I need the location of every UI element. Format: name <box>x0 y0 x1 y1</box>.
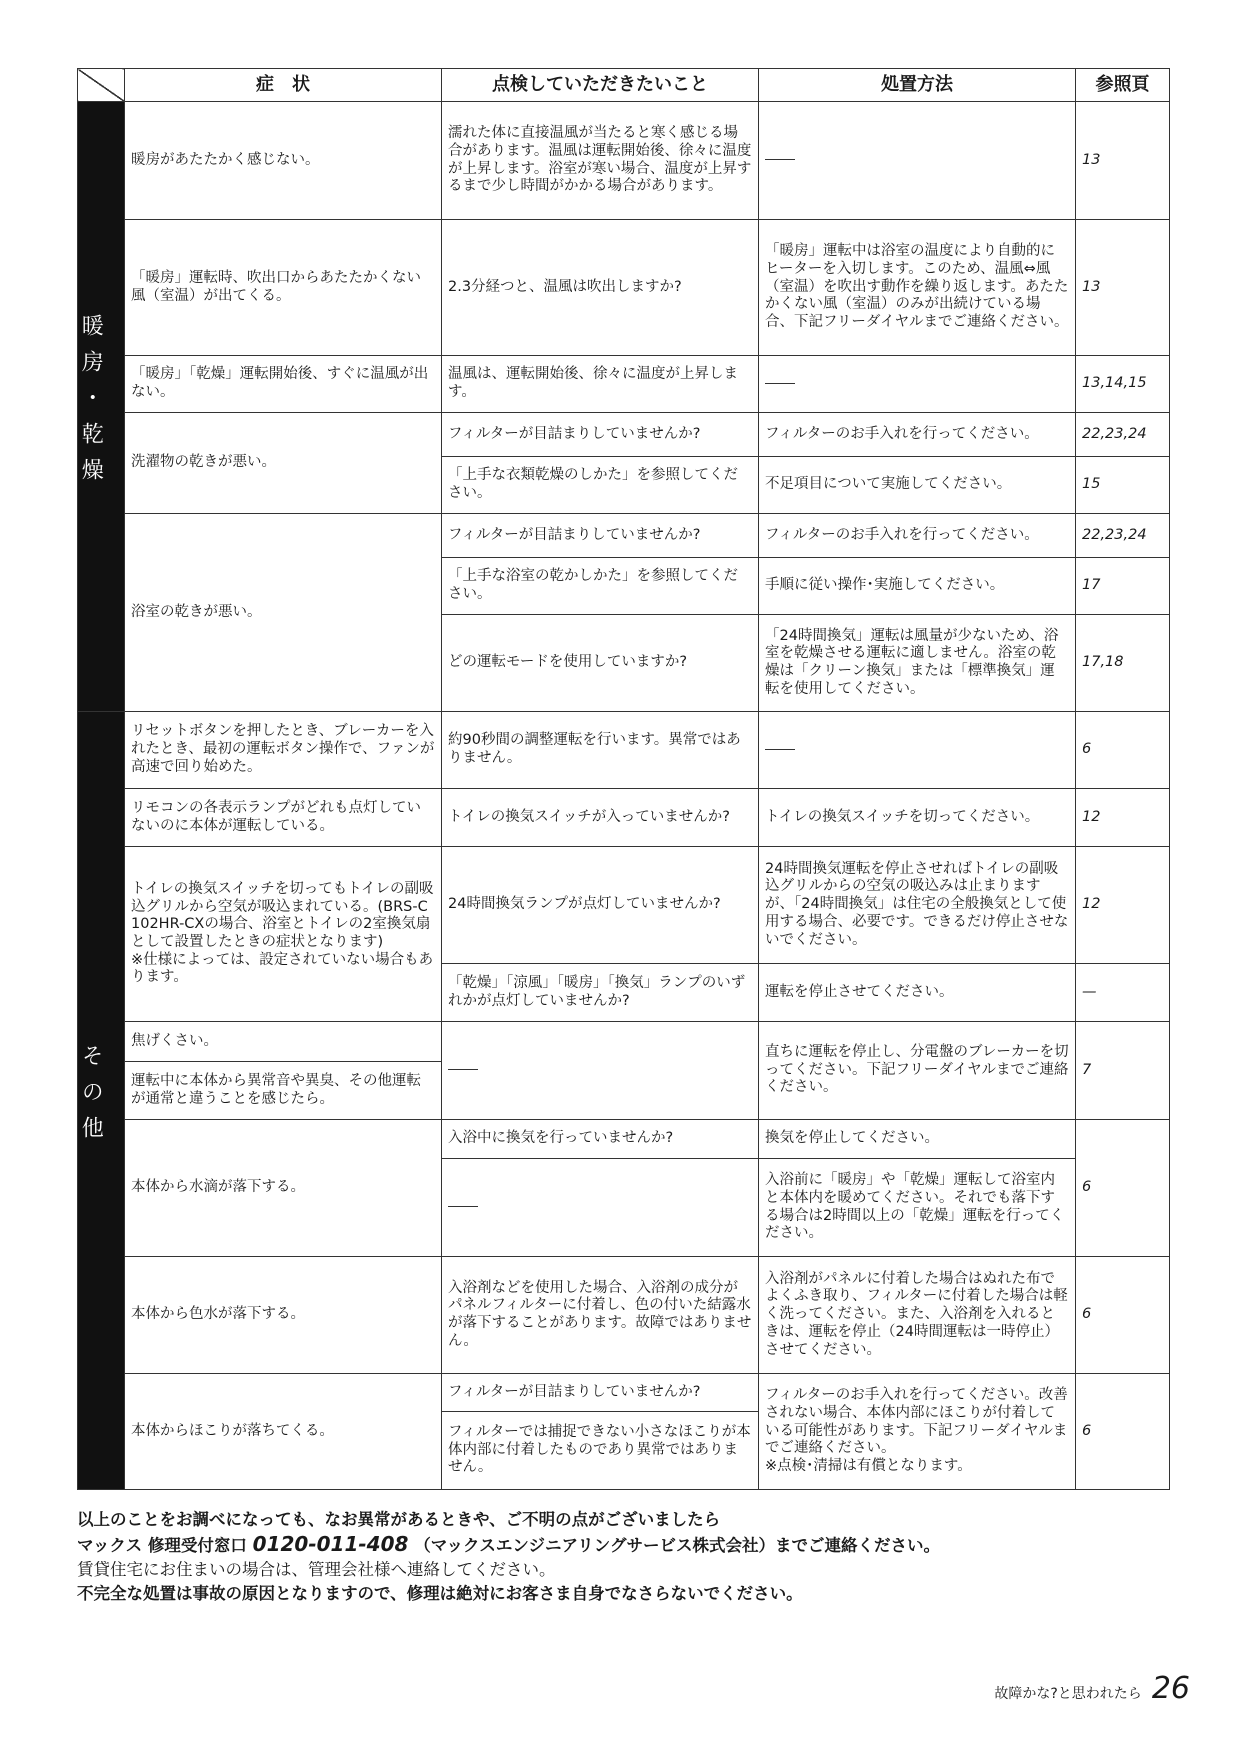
symptom-cell: 洗濯物の乾きが悪い。 <box>125 413 442 514</box>
table-row <box>78 220 1170 356</box>
check-cell: フィルターが目詰まりしていませんか? <box>442 1374 759 1412</box>
repair-company-text: （マックスエンジニアリングサービス株式会社）までご連絡ください。 <box>414 1536 940 1555</box>
repair-desk-label: マックス 修理受付窓口 <box>77 1536 247 1555</box>
header-corner <box>78 69 125 102</box>
page-footer <box>994 1671 1190 1706</box>
remedy-cell: 不足項目について実施してください。 <box>759 457 1076 514</box>
ref-cell: 13 <box>1076 102 1170 220</box>
check-cell: 約90秒間の調整運転を行います。異常ではありません。 <box>442 712 759 789</box>
remedy-cell: 入浴前に「暖房」や「乾燥」運転して浴室内と本体内を暖めてください。それでも落下する場合は2時間以上の「乾燥」運転を行ってください。 <box>759 1159 1076 1257</box>
header-remedy: 処置方法 <box>759 69 1076 102</box>
ref-cell: 7 <box>1076 1022 1170 1120</box>
remedy-cell: 運転を停止させてください。 <box>759 964 1076 1022</box>
remedy-cell-empty <box>759 356 1076 413</box>
symptom-cell: 運転中に本体から異常音や異臭、その他運転が通常と違うことを感じたら。 <box>125 1062 442 1120</box>
symptom-cell: 焦げくさい。 <box>125 1022 442 1062</box>
remedy-cell-empty <box>759 712 1076 789</box>
remedy-cell: 24時間換気運転を停止させればトイレの副吸込グリルからの空気の吸込みは止まりますが、「24時間換気」は住宅の全般換気として使用する場合、必要です。できるだけ停止させないでください。 <box>759 847 1076 964</box>
footer-line-1: 以上のことをお調べになっても、なお異常があるときや、ご不明の点がございましたら <box>77 1510 721 1529</box>
remedy-cell-empty <box>759 102 1076 220</box>
check-cell: 24時間換気ランプが点灯していませんか? <box>442 847 759 964</box>
check-cell-empty <box>442 1159 759 1257</box>
remedy-cell: 換気を停止してください。 <box>759 1120 1076 1159</box>
symptom-cell: 「暖房」運転時、吹出口からあたたかくない風（室温）が出てくる。 <box>125 220 442 356</box>
ref-cell: 15 <box>1076 457 1170 514</box>
ref-cell: 22,23,24 <box>1076 413 1170 457</box>
check-cell: トイレの換気スイッチが入っていませんか? <box>442 789 759 847</box>
symptom-text: トイレの換気スイッチを切ってもトイレの副吸込グリルから空気が吸込まれている。(BRS-C102HR-CXの場合、浴室とトイレの2室換気扇として設置したときの症状となります) <box>131 880 434 950</box>
check-cell: 濡れた体に直接温風が当たると寒く感じる場合があります。温風は運転開始後、徐々に温度が上昇します。浴室が寒い場合、温度が上昇するまで少し時間がかかる場合があります。 <box>442 102 759 220</box>
ref-cell: 6 <box>1076 1374 1170 1490</box>
symptom-cell: 暖房があたたかく感じない。 <box>125 102 442 220</box>
table-row <box>78 413 1170 457</box>
troubleshooting-table <box>77 68 1170 1490</box>
remedy-cell: 入浴剤がパネルに付着した場合はぬれた布でよくふき取り、フィルターに付着した場合は軽く洗ってください。また、入浴剤を入れるときは、運転を停止（24時間運転は一時停止）させてください。 <box>759 1257 1076 1374</box>
symptom-note: ※仕様によっては、設定されていない場合もあります。 <box>131 951 434 986</box>
check-cell: 「上手な衣類乾燥のしかた」を参照してください。 <box>442 457 759 514</box>
check-cell: フィルターが目詰まりしていませんか? <box>442 514 759 558</box>
table-row <box>78 712 1170 789</box>
check-cell: どの運転モードを使用していますか? <box>442 615 759 712</box>
header-check: 点検していただきたいこと <box>442 69 759 102</box>
remedy-cell: 直ちに運転を停止し、分電盤のブレーカーを切ってください。下記フリーダイヤルまでご連絡ください。 <box>759 1022 1076 1120</box>
remedy-cell: トイレの換気スイッチを切ってください。 <box>759 789 1076 847</box>
section-label: 故障かな?と思われたら <box>994 1686 1142 1702</box>
header-row <box>78 69 1170 102</box>
check-cell: 入浴剤などを使用した場合、入浴剤の成分がパネルフィルターに付着し、色の付いた結露水が落下することがあります。故障ではありません。 <box>442 1257 759 1374</box>
remedy-cell: フィルターのお手入れを行ってください。 <box>759 514 1076 558</box>
header-ref: 参照頁 <box>1076 69 1170 102</box>
ref-cell: 12 <box>1076 847 1170 964</box>
ref-cell: 6 <box>1076 1120 1170 1257</box>
symptom-cell: 本体からほこりが落ちてくる。 <box>125 1374 442 1490</box>
remedy-note: ※点検･清掃は有償となります。 <box>765 1458 972 1475</box>
check-cell-empty <box>442 1022 759 1120</box>
symptom-cell <box>125 847 442 1022</box>
remedy-cell: 「24時間換気」運転は風量が少ないため、浴室を乾燥させる運転に適しません。浴室の乾燥は「クリーン換気」または「標準換気」運転を使用してください。 <box>759 615 1076 712</box>
ref-cell: 6 <box>1076 712 1170 789</box>
check-cell: フィルターでは捕捉できない小さなほこりが本体内部に付着したものであり異常ではありません。 <box>442 1412 759 1490</box>
check-cell: 「上手な浴室の乾かしかた」を参照してください。 <box>442 558 759 615</box>
check-cell: フィルターが目詰まりしていませんか? <box>442 413 759 457</box>
check-cell: 温風は、運転開始後、徐々に温度が上昇します。 <box>442 356 759 413</box>
table-row <box>78 1120 1170 1159</box>
table-row <box>78 1022 1170 1062</box>
remedy-cell: 手順に従い操作･実施してください。 <box>759 558 1076 615</box>
table-row <box>78 847 1170 964</box>
symptom-cell: 浴室の乾きが悪い。 <box>125 514 442 712</box>
ref-cell: 13 <box>1076 220 1170 356</box>
ref-cell: 17,18 <box>1076 615 1170 712</box>
ref-cell: 17 <box>1076 558 1170 615</box>
ref-cell: 22,23,24 <box>1076 514 1170 558</box>
footer-warning: 不完全な処置は事故の原因となりますので、修理は絶対にお客さま自身でなさらないでください。 <box>77 1584 803 1603</box>
ref-cell: — <box>1076 964 1170 1022</box>
remedy-cell: フィルターのお手入れを行ってください。 <box>759 413 1076 457</box>
symptom-cell: 本体から水滴が落下する。 <box>125 1120 442 1257</box>
footer-line-2 <box>77 1532 1169 1558</box>
ref-cell: 6 <box>1076 1257 1170 1374</box>
category-heating-drying: 暖房・乾燥 <box>78 102 125 712</box>
ref-cell: 12 <box>1076 789 1170 847</box>
table-row <box>78 102 1170 220</box>
remedy-cell <box>759 1374 1076 1490</box>
check-cell: 「乾燥」「涼風」「暖房」「換気」ランプのいずれかが点灯していませんか? <box>442 964 759 1022</box>
symptom-cell: リセットボタンを押したとき、ブレーカーを入れたとき、最初の運転ボタン操作で、ファンが高速で回り始めた。 <box>125 712 442 789</box>
table-row <box>78 1374 1170 1412</box>
repair-phone-number: 0120-011-408 <box>252 1532 409 1556</box>
symptom-cell: リモコンの各表示ランプがどれも点灯していないのに本体が運転している。 <box>125 789 442 847</box>
table-row <box>78 514 1170 558</box>
remedy-text: フィルターのお手入れを行ってください。改善されない場合、本体内部にほこりが付着している可能性があります。下記フリーダイヤルまでご連絡ください。 <box>765 1387 1068 1457</box>
symptom-cell: 「暖房」「乾燥」運転開始後、すぐに温風が出ない。 <box>125 356 442 413</box>
table-row <box>78 1257 1170 1374</box>
footer-line-3: 賃貸住宅にお住まいの場合は、管理会社様へ連絡してください。 <box>77 1560 556 1579</box>
remedy-cell: 「暖房」運転中は浴室の温度により自動的にヒーターを入切します。このため、温風⇔風（室温）を吹出す動作を繰り返します。あたたかくない風（室温）のみが出続けている場合、下記フリーダイヤルまでご連絡ください。 <box>759 220 1076 356</box>
footer-notice <box>77 1508 1169 1606</box>
page-number: 26 <box>1151 1671 1190 1706</box>
check-cell: 入浴中に換気を行っていませんか? <box>442 1120 759 1159</box>
check-cell: 2.3分経つと、温風は吹出しますか? <box>442 220 759 356</box>
table-row <box>78 356 1170 413</box>
category-other: その他 <box>78 712 125 1490</box>
symptom-cell: 本体から色水が落下する。 <box>125 1257 442 1374</box>
table-row <box>78 789 1170 847</box>
ref-cell: 13,14,15 <box>1076 356 1170 413</box>
header-symptom: 症 状 <box>125 69 442 102</box>
